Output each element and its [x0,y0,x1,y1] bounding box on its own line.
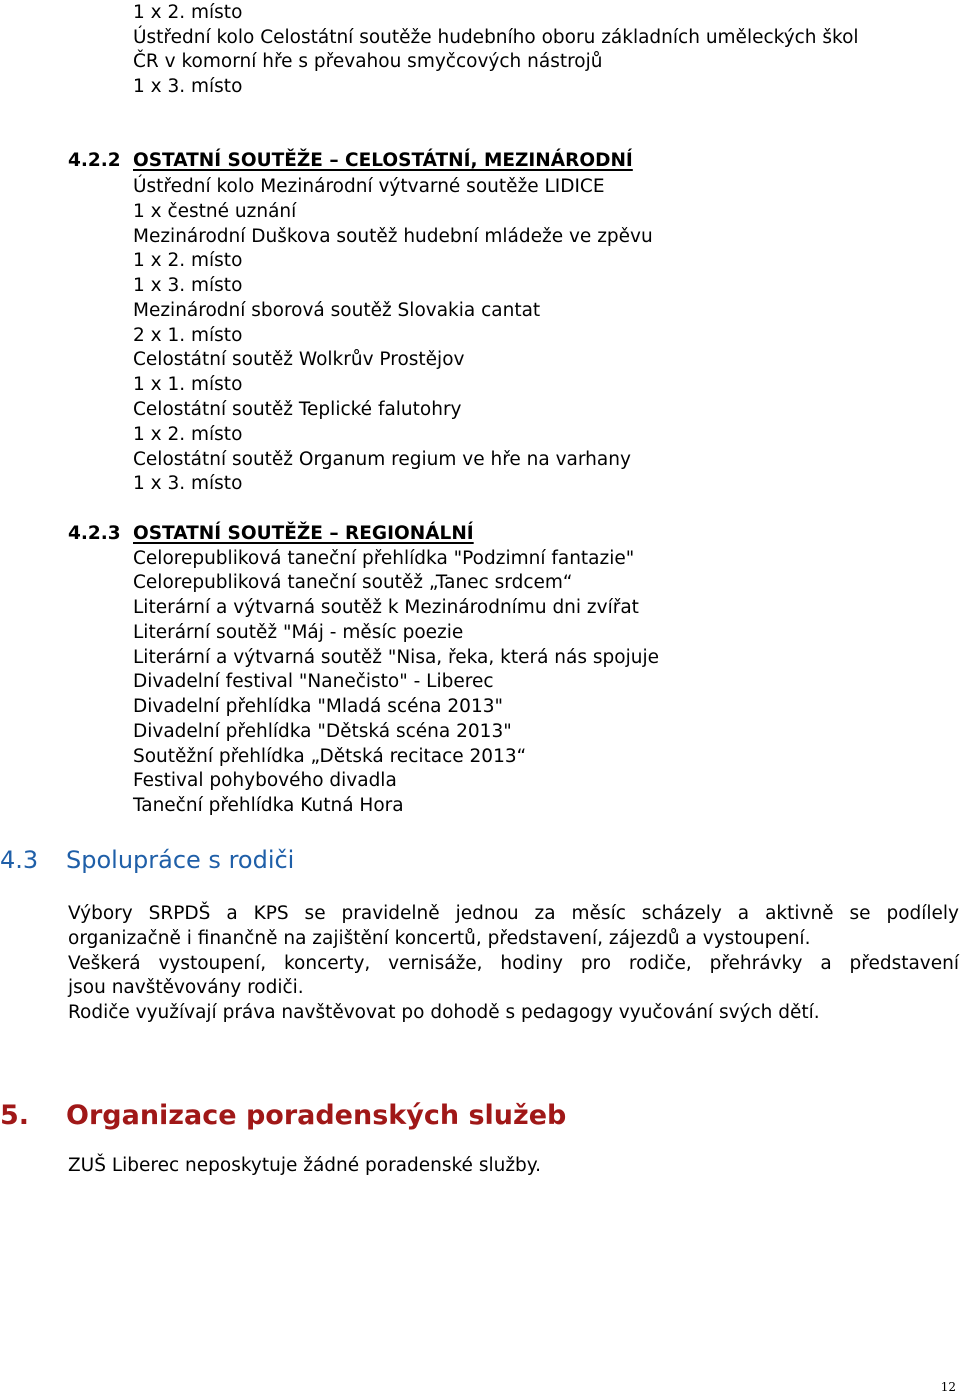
paragraph-line: jsou navštěvovány rodiči. [68,977,304,998]
text-line: 1 x 3. místo [133,473,243,494]
text-line: Celorepubliková taneční soutěž „Tanec srdcem“ [133,572,573,593]
text-line: 1 x 2. místo [133,424,243,445]
section-heading-4-2-2 [68,149,633,173]
text-line: 1 x 3. místo [133,275,243,296]
text-line: Literární a výtvarná soutěž k Mezinárodnímu dni zvířat [133,597,639,618]
paragraph-line: ZUŠ Liberec neposkytuje žádné poradenské služby. [68,1155,541,1176]
chapter-number: 5. [0,1100,30,1131]
text-line: 2 x 1. místo [133,325,243,346]
text-line: 1 x 3. místo [133,76,243,97]
text-line: Celostátní soutěž Wolkrův Prostějov [133,349,465,370]
text-line: Mezinárodní sborová soutěž Slovakia cantat [133,300,541,321]
text-line: Soutěžní přehlídka „Dětská recitace 2013“ [133,746,527,767]
section-number: 4.2.2 [68,150,121,171]
section-title: OSTATNÍ SOUTĚŽE – CELOSTÁTNÍ, MEZINÁRODNÍ [133,150,633,171]
text-line: 1 x čestné uznání [133,201,297,222]
text-line: Celostátní soutěž Organum regium ve hře na varhany [133,449,631,470]
chapter-heading-5 [0,1099,566,1133]
text-line: ČR v komorní hře s převahou smyčcových nástrojů [133,51,603,72]
paragraph-line: Rodiče využívají práva navštěvovat po dohodě s pedagogy vyučování svých dětí. [68,1002,820,1023]
chapter-title: Organizace poradenských služeb [66,1100,567,1131]
text-line: Divadelní přehlídka "Mladá scéna 2013" [133,696,503,717]
section-number: 4.3 [0,846,39,874]
text-line: 1 x 2. místo [133,2,243,23]
text-line: Literární a výtvarná soutěž "Nisa, řeka, která nás spojuje [133,647,659,668]
section-heading-4-2-3 [68,522,474,546]
text-line: Ústřední kolo Celostátní soutěže hudebního oboru základních uměleckých škol [133,27,859,48]
paragraph-line: organizačně i finančně na zajištění koncertů, představení, zájezdů a vystoupení. [68,928,811,949]
paragraph-line: Výbory SRPDŠ a KPS se pravidelně jednou za měsíc scházely a aktivně se podílely [68,903,959,924]
text-line: Celorepubliková taneční přehlídka "Podzimní fantazie" [133,548,635,569]
text-line: Festival pohybového divadla [133,770,397,791]
section-number: 4.2.3 [68,523,121,544]
text-line: Literární soutěž "Máj - měsíc poezie [133,622,464,643]
text-line: Divadelní festival "Nanečisto" - Liberec [133,671,494,692]
text-line: Ústřední kolo Mezinárodní výtvarné soutěže LIDICE [133,176,605,197]
text-line: Divadelní přehlídka "Dětská scéna 2013" [133,721,512,742]
text-line: Taneční přehlídka Kutná Hora [133,795,404,816]
section-title: Spolupráce s rodiči [66,846,295,874]
page-number: 12 [940,1380,956,1394]
paragraph-line: Veškerá vystoupení, koncerty, vernisáže, hodiny pro rodiče, přehrávky a představení [68,953,959,974]
text-line: 1 x 2. místo [133,250,243,271]
section-title: OSTATNÍ SOUTĚŽE – REGIONÁLNÍ [133,523,474,544]
text-line: Celostátní soutěž Teplické falutohry [133,399,462,420]
section-heading-4-3 [0,844,294,876]
text-line: 1 x 1. místo [133,374,243,395]
text-line: Mezinárodní Duškova soutěž hudební mládeže ve zpěvu [133,226,653,247]
